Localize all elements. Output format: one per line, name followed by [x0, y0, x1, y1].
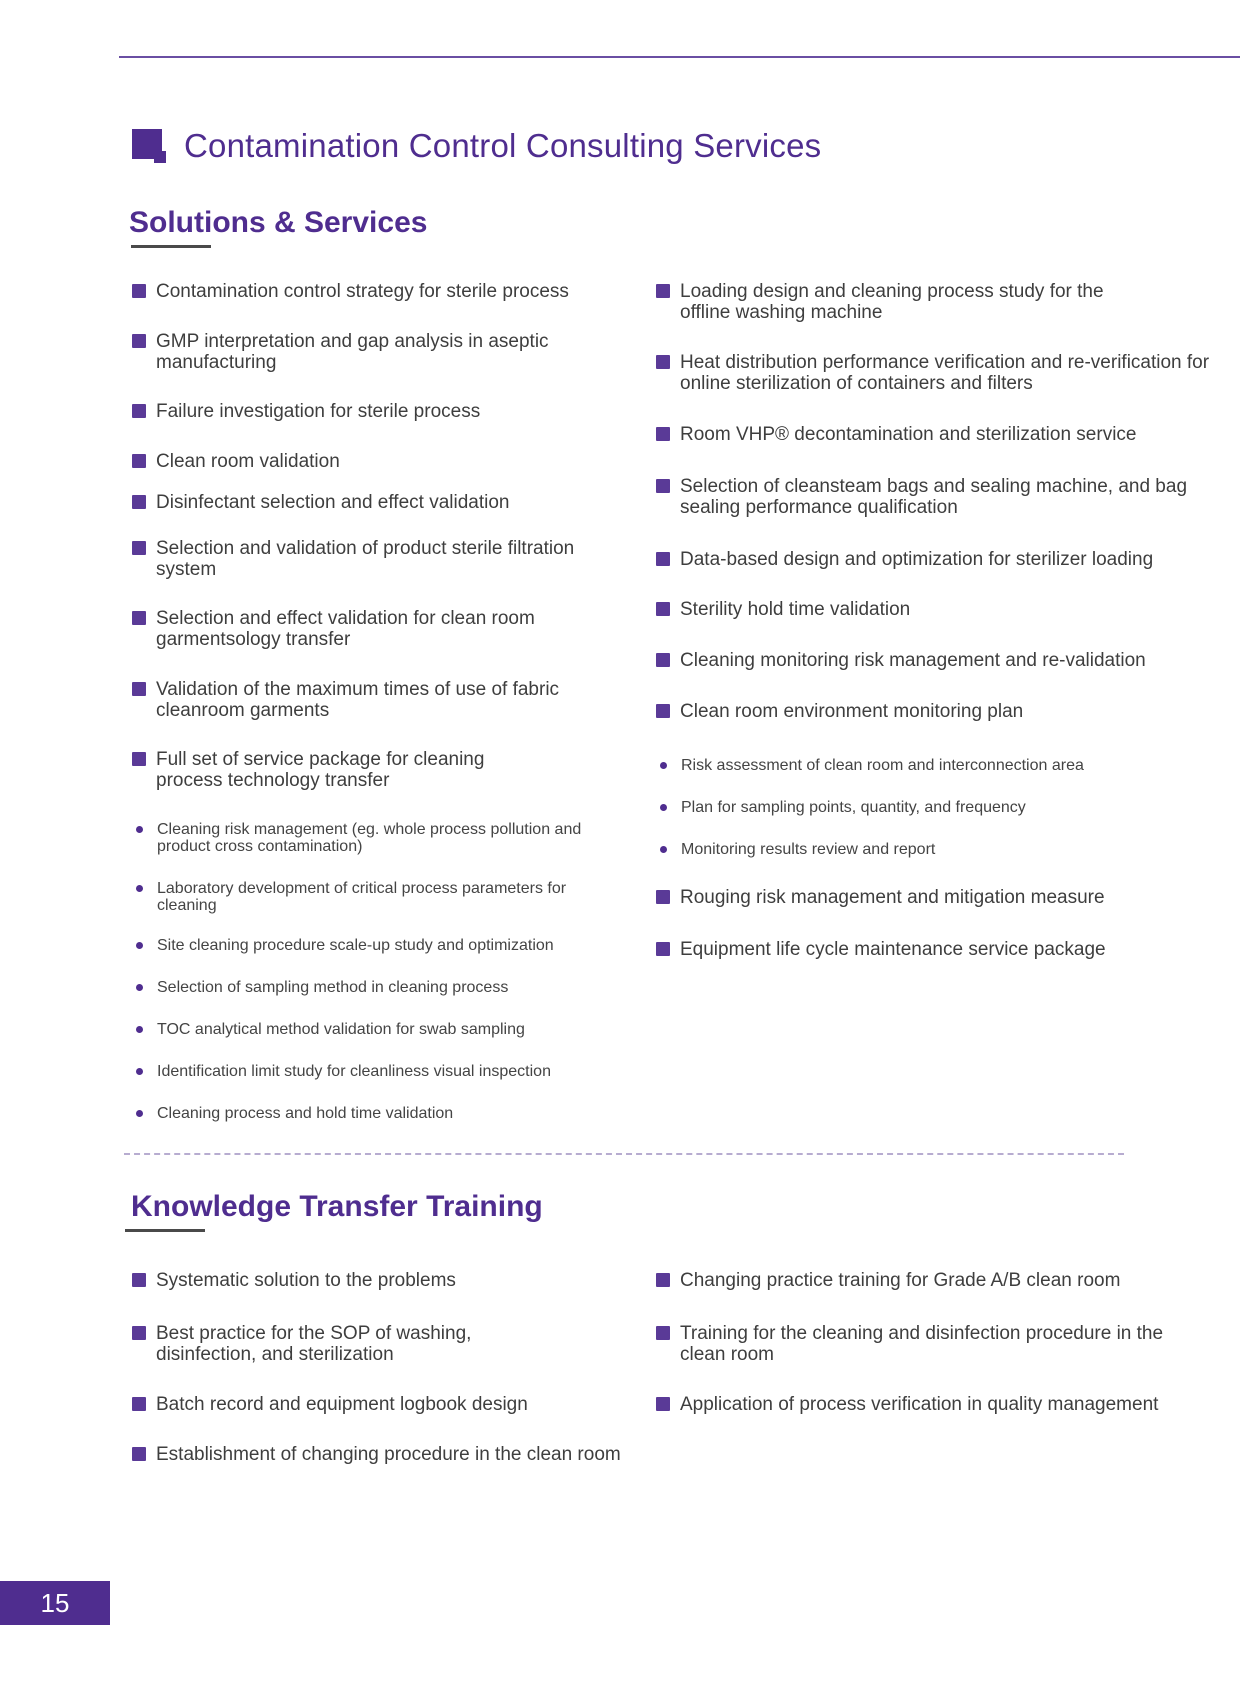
dot-bullet-icon	[136, 885, 143, 892]
training-heading-underline	[125, 1229, 205, 1232]
list-item: Selection of sampling method in cleaning process	[132, 979, 612, 996]
solutions-heading: Solutions & Services	[129, 206, 428, 239]
list-item: Sterility hold time validation	[656, 599, 1216, 620]
square-bullet-icon	[132, 1447, 146, 1461]
list-item: TOC analytical method validation for swab sampling	[132, 1021, 612, 1038]
list-item: Identification limit study for cleanliness visual inspection	[132, 1063, 612, 1080]
dot-bullet-icon	[660, 804, 667, 811]
square-bullet-icon	[132, 752, 146, 766]
square-bullet-icon	[656, 1397, 670, 1411]
square-bullet-icon	[656, 653, 670, 667]
dot-bullet-icon	[136, 826, 143, 833]
list-item: Establishment of changing procedure in the clean room	[132, 1444, 632, 1465]
square-bullet-icon	[656, 1273, 670, 1287]
list-item: Clean room environment monitoring plan	[656, 701, 1216, 722]
dot-bullet-icon	[136, 1026, 143, 1033]
dot-bullet-icon	[136, 984, 143, 991]
list-item: Room VHP® decontamination and sterilization service	[656, 424, 1216, 445]
training-heading: Knowledge Transfer Training	[131, 1190, 543, 1223]
list-item: Selection and validation of product sterile filtration system	[132, 538, 592, 580]
square-bullet-icon	[656, 890, 670, 904]
list-item: Contamination control strategy for sterile process	[132, 281, 612, 302]
square-bullet-icon	[132, 1326, 146, 1340]
square-bullet-icon	[132, 495, 146, 509]
list-item: Equipment life cycle maintenance service package	[656, 939, 1216, 960]
list-item: Failure investigation for sterile process	[132, 401, 612, 422]
list-item: Changing practice training for Grade A/B clean room	[656, 1270, 1216, 1291]
section-divider	[124, 1153, 1124, 1155]
list-item: Clean room validation	[132, 451, 612, 472]
page-title-text: Contamination Control Consulting Services	[184, 127, 822, 164]
list-item: Site cleaning procedure scale-up study and optimization	[132, 937, 612, 954]
list-item: Cleaning monitoring risk management and re-validation	[656, 650, 1216, 671]
list-item: GMP interpretation and gap analysis in aseptic manufacturing	[132, 331, 552, 373]
list-item: Plan for sampling points, quantity, and frequency	[656, 799, 1216, 816]
list-item: Batch record and equipment logbook design	[132, 1394, 632, 1415]
dot-bullet-icon	[660, 762, 667, 769]
square-bullet-icon	[656, 602, 670, 616]
square-bullet-icon	[132, 1273, 146, 1287]
list-item: Cleaning process and hold time validation	[132, 1105, 612, 1122]
square-bullet-icon	[656, 1326, 670, 1340]
square-bullet-icon	[656, 479, 670, 493]
list-item: Disinfectant selection and effect validation	[132, 492, 612, 513]
square-bullet-icon	[132, 682, 146, 696]
list-item: Data-based design and optimization for sterilizer loading	[656, 549, 1216, 570]
page-number: 15	[0, 1581, 110, 1625]
dot-bullet-icon	[136, 1068, 143, 1075]
dot-bullet-icon	[660, 846, 667, 853]
title-square-icon	[132, 127, 170, 165]
square-bullet-icon	[132, 334, 146, 348]
square-bullet-icon	[656, 704, 670, 718]
square-bullet-icon	[132, 284, 146, 298]
square-bullet-icon	[656, 552, 670, 566]
square-bullet-icon	[656, 942, 670, 956]
list-item: Loading design and cleaning process study for the offline washing machine	[656, 281, 1156, 323]
page-title	[132, 125, 821, 167]
square-bullet-icon	[132, 404, 146, 418]
square-bullet-icon	[132, 611, 146, 625]
square-bullet-icon	[656, 284, 670, 298]
list-item: Systematic solution to the problems	[132, 1270, 632, 1291]
square-bullet-icon	[132, 541, 146, 555]
square-bullet-icon	[132, 1397, 146, 1411]
list-item: Monitoring results review and report	[656, 841, 1216, 858]
list-item: Selection of cleansteam bags and sealing machine, and bag sealing performance qualification	[656, 476, 1201, 518]
list-item: Training for the cleaning and disinfection procedure in the clean room	[656, 1323, 1176, 1365]
square-bullet-icon	[656, 355, 670, 369]
list-item: Validation of the maximum times of use of fabric cleanroom garments	[132, 679, 572, 721]
solutions-heading-underline	[131, 245, 211, 248]
list-item: Full set of service package for cleaning process technology transfer	[132, 749, 552, 791]
square-bullet-icon	[656, 427, 670, 441]
list-item: Selection and effect validation for clean room garmentsology transfer	[132, 608, 542, 650]
list-item: Cleaning risk management (eg. whole process pollution and product cross contamination)	[132, 821, 607, 855]
list-item: Heat distribution performance verification and re-verification for online sterilization of containers and filters	[656, 352, 1216, 394]
top-rule	[119, 56, 1240, 58]
dot-bullet-icon	[136, 942, 143, 949]
dot-bullet-icon	[136, 1110, 143, 1117]
list-item: Application of process verification in quality management	[656, 1394, 1216, 1415]
square-bullet-icon	[132, 454, 146, 468]
list-item: Laboratory development of critical process parameters for cleaning	[132, 880, 607, 914]
list-item: Best practice for the SOP of washing, disinfection, and sterilization	[132, 1323, 562, 1365]
list-item: Risk assessment of clean room and interconnection area	[656, 757, 1216, 774]
list-item: Rouging risk management and mitigation measure	[656, 887, 1216, 908]
